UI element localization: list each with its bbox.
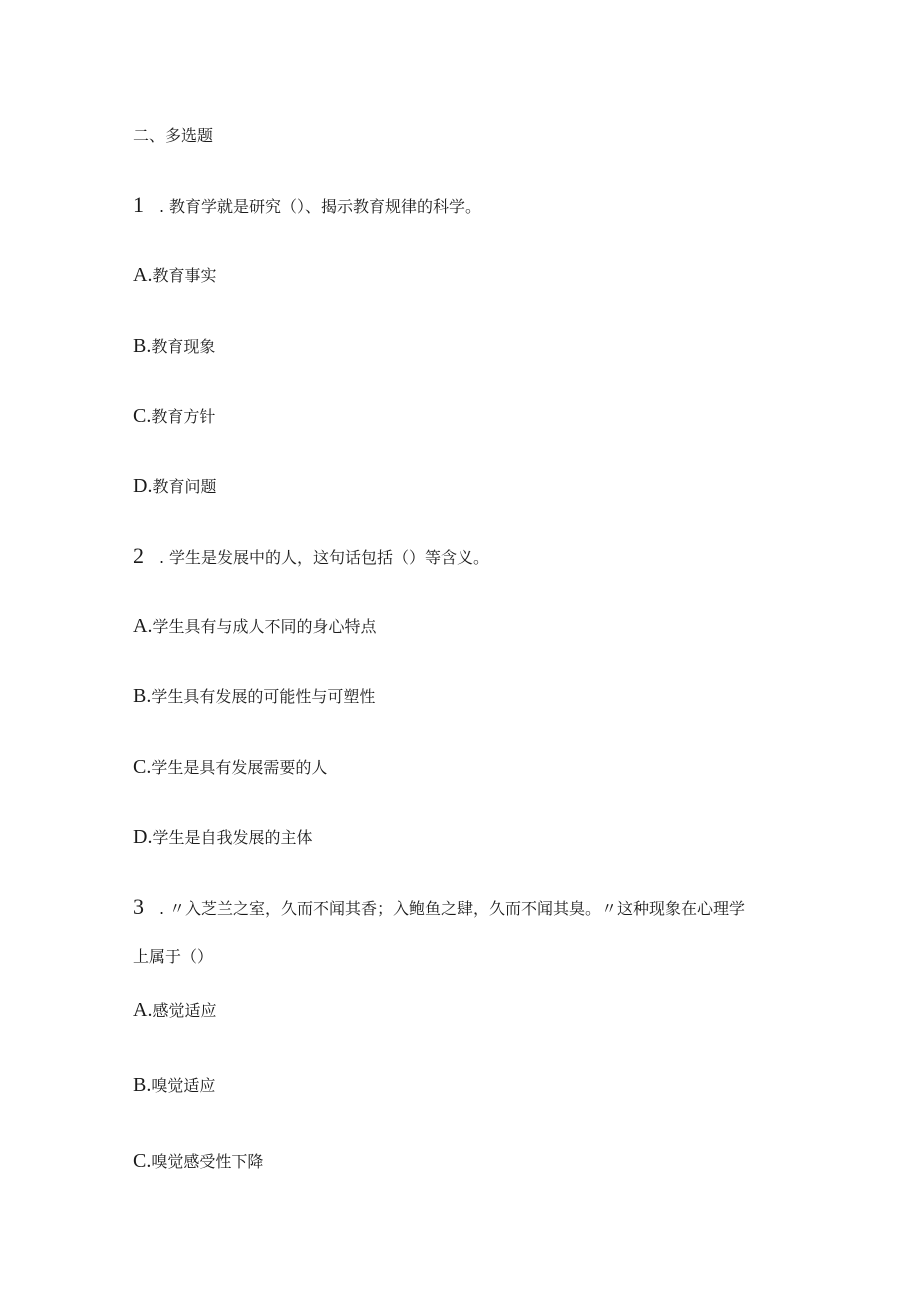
- option-letter: B.: [133, 1074, 152, 1096]
- option-text: 感觉适应: [152, 1001, 217, 1020]
- question-number: 2: [133, 543, 144, 568]
- option-letter: A.: [133, 264, 153, 286]
- option-letter: A.: [133, 999, 153, 1021]
- option-2-b: [133, 685, 375, 708]
- question-3-continuation: 上属于（）: [133, 947, 214, 966]
- option-text: 学生是具有发展需要的人: [151, 758, 328, 777]
- question-text: 学生是发展中的人，这句话包括（）等含义。: [169, 548, 490, 567]
- option-letter: D.: [133, 826, 153, 848]
- option-3-c: [133, 1150, 263, 1173]
- question-dot: .: [159, 899, 165, 918]
- option-text: 学生是自我发展的主体: [152, 828, 313, 847]
- option-letter: C.: [133, 756, 152, 778]
- option-1-d: [133, 475, 216, 498]
- option-text: 嗅觉适应: [151, 1076, 216, 1095]
- question-dot: .: [159, 197, 165, 216]
- option-1-c: [133, 405, 215, 428]
- option-2-d: [133, 826, 312, 849]
- option-1-b: [133, 335, 215, 358]
- section-title: 二、多选题: [133, 126, 214, 145]
- option-1-a: [133, 264, 216, 287]
- option-text: 学生具有发展的可能性与可塑性: [151, 687, 376, 706]
- option-letter: A.: [133, 615, 153, 637]
- option-3-a: [133, 999, 216, 1022]
- option-text: 教育现象: [151, 337, 216, 356]
- question-2: [133, 545, 489, 569]
- option-3-b: [133, 1074, 215, 1097]
- option-letter: C.: [133, 1150, 152, 1172]
- option-text: 教育问题: [152, 477, 217, 496]
- option-text: 嗅觉感受性下降: [151, 1152, 264, 1171]
- question-number: 3: [133, 894, 144, 919]
- option-letter: B.: [133, 685, 152, 707]
- option-text: 教育事实: [152, 266, 217, 285]
- option-text: 教育方针: [151, 407, 216, 426]
- question-dot: .: [159, 548, 165, 567]
- question-1: [133, 194, 481, 218]
- option-text: 学生具有与成人不同的身心特点: [152, 617, 377, 636]
- question-3: [133, 896, 745, 920]
- option-2-a: [133, 615, 376, 638]
- question-text: 〃入芝兰之室，久而不闻其香；入鲍鱼之肆，久而不闻其臭。〃这种现象在心理学: [169, 899, 746, 918]
- question-text: 教育学就是研究（）、揭示教育规律的科学。: [169, 197, 482, 216]
- question-number: 1: [133, 192, 144, 217]
- option-letter: C.: [133, 405, 152, 427]
- option-2-c: [133, 756, 327, 779]
- option-letter: D.: [133, 475, 153, 497]
- option-letter: B.: [133, 335, 152, 357]
